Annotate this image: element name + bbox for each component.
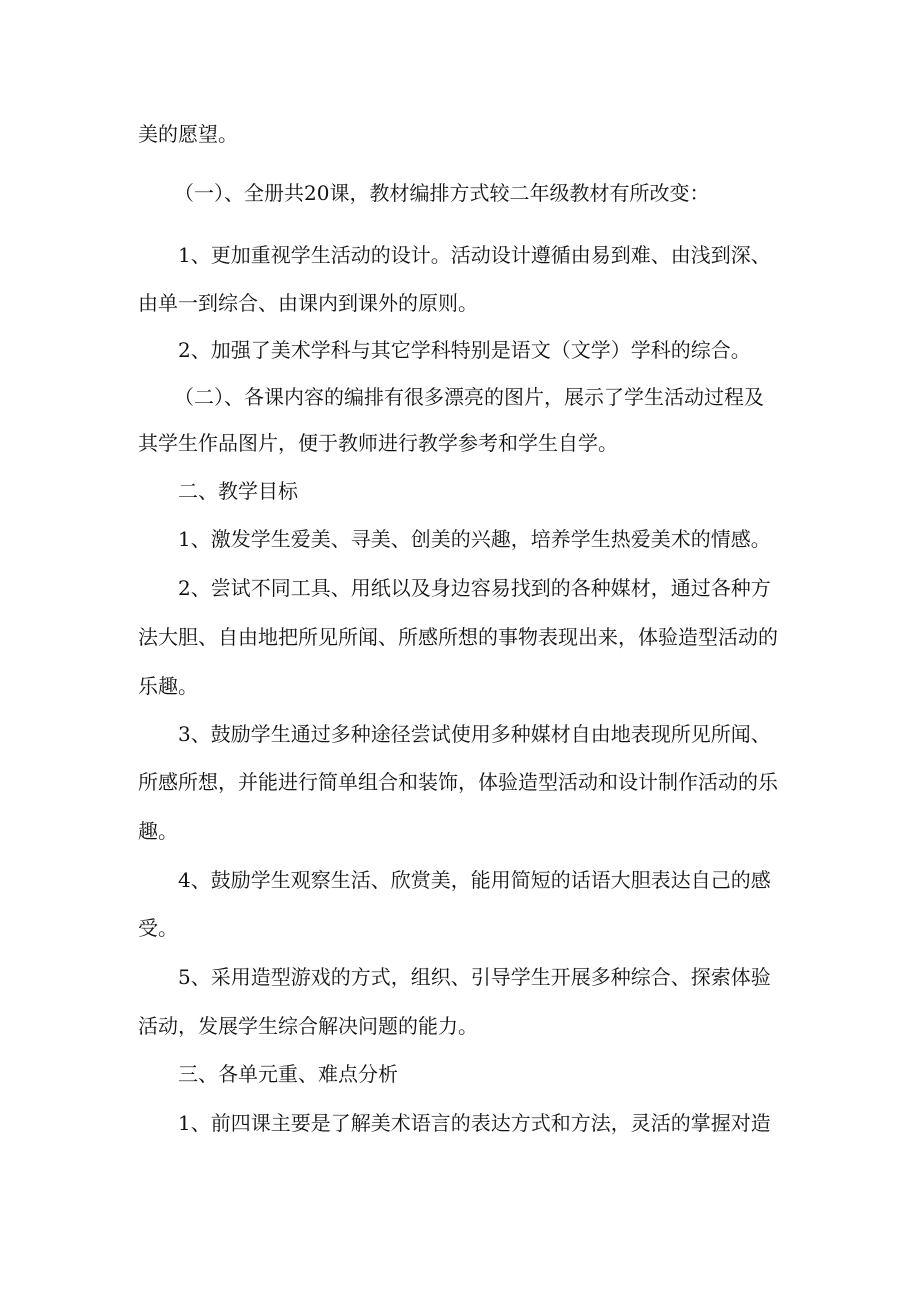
text-line: 由单一到综合、由课内到课外的原则。 [138,291,478,315]
text-line: 3、鼓励学生通过多种途径尝试使用多种媒材自由地表现所见所闻、 [178,722,771,746]
section-heading: 二、教学目标 [178,479,298,503]
text-line: 其学生作品图片，便于教师进行教学参考和学生自学。 [138,431,618,455]
text-line: 1、更加重视学生活动的设计。活动设计遵循由易到难、由浅到深、 [178,243,771,267]
text-line: 2、尝试不同工具、用纸以及身边容易找到的各种媒材，通过各种方 [178,576,771,600]
text-line: 1、激发学生爱美、寻美、创美的兴趣，培养学生热爱美术的情感。 [178,527,771,551]
text-line: 趣。 [138,819,178,843]
section-heading-line: （二）、各课内容的编排有很多漂亮的图片，展示了学生活动过程及 [174,385,764,409]
text-line: 美的愿望。 [138,122,238,146]
text-line: 4、鼓励学生观察生活、欣赏美，能用简短的话语大胆表达自己的感 [178,868,771,892]
text-line: 受。 [138,916,178,940]
text-line: 活动，发展学生综合解决问题的能力。 [138,1014,478,1038]
text-line: 2、加强了美术学科与其它学科特别是语文（文学）学科的综合。 [178,338,751,362]
text-line: 1、前四课主要是了解美术语言的表达方式和方法，灵活的掌握对造 [178,1111,771,1135]
text-line: 所感所想，并能进行简单组合和装饰，体验造型活动和设计制作活动的乐 [138,770,778,794]
section-heading: 三、各单元重、难点分析 [178,1062,398,1086]
text-line: 5、采用造型游戏的方式，组织、引导学生开展多种综合、探索体验 [178,965,771,989]
section-heading-line: （一）、全册共20课，教材编排方式较二年级教材有所改变： [174,181,710,205]
text-line: 乐趣。 [138,674,198,698]
text-line: 法大胆、自由地把所见所闻、所感所想的事物表现出来，体验造型活动的 [138,625,778,649]
